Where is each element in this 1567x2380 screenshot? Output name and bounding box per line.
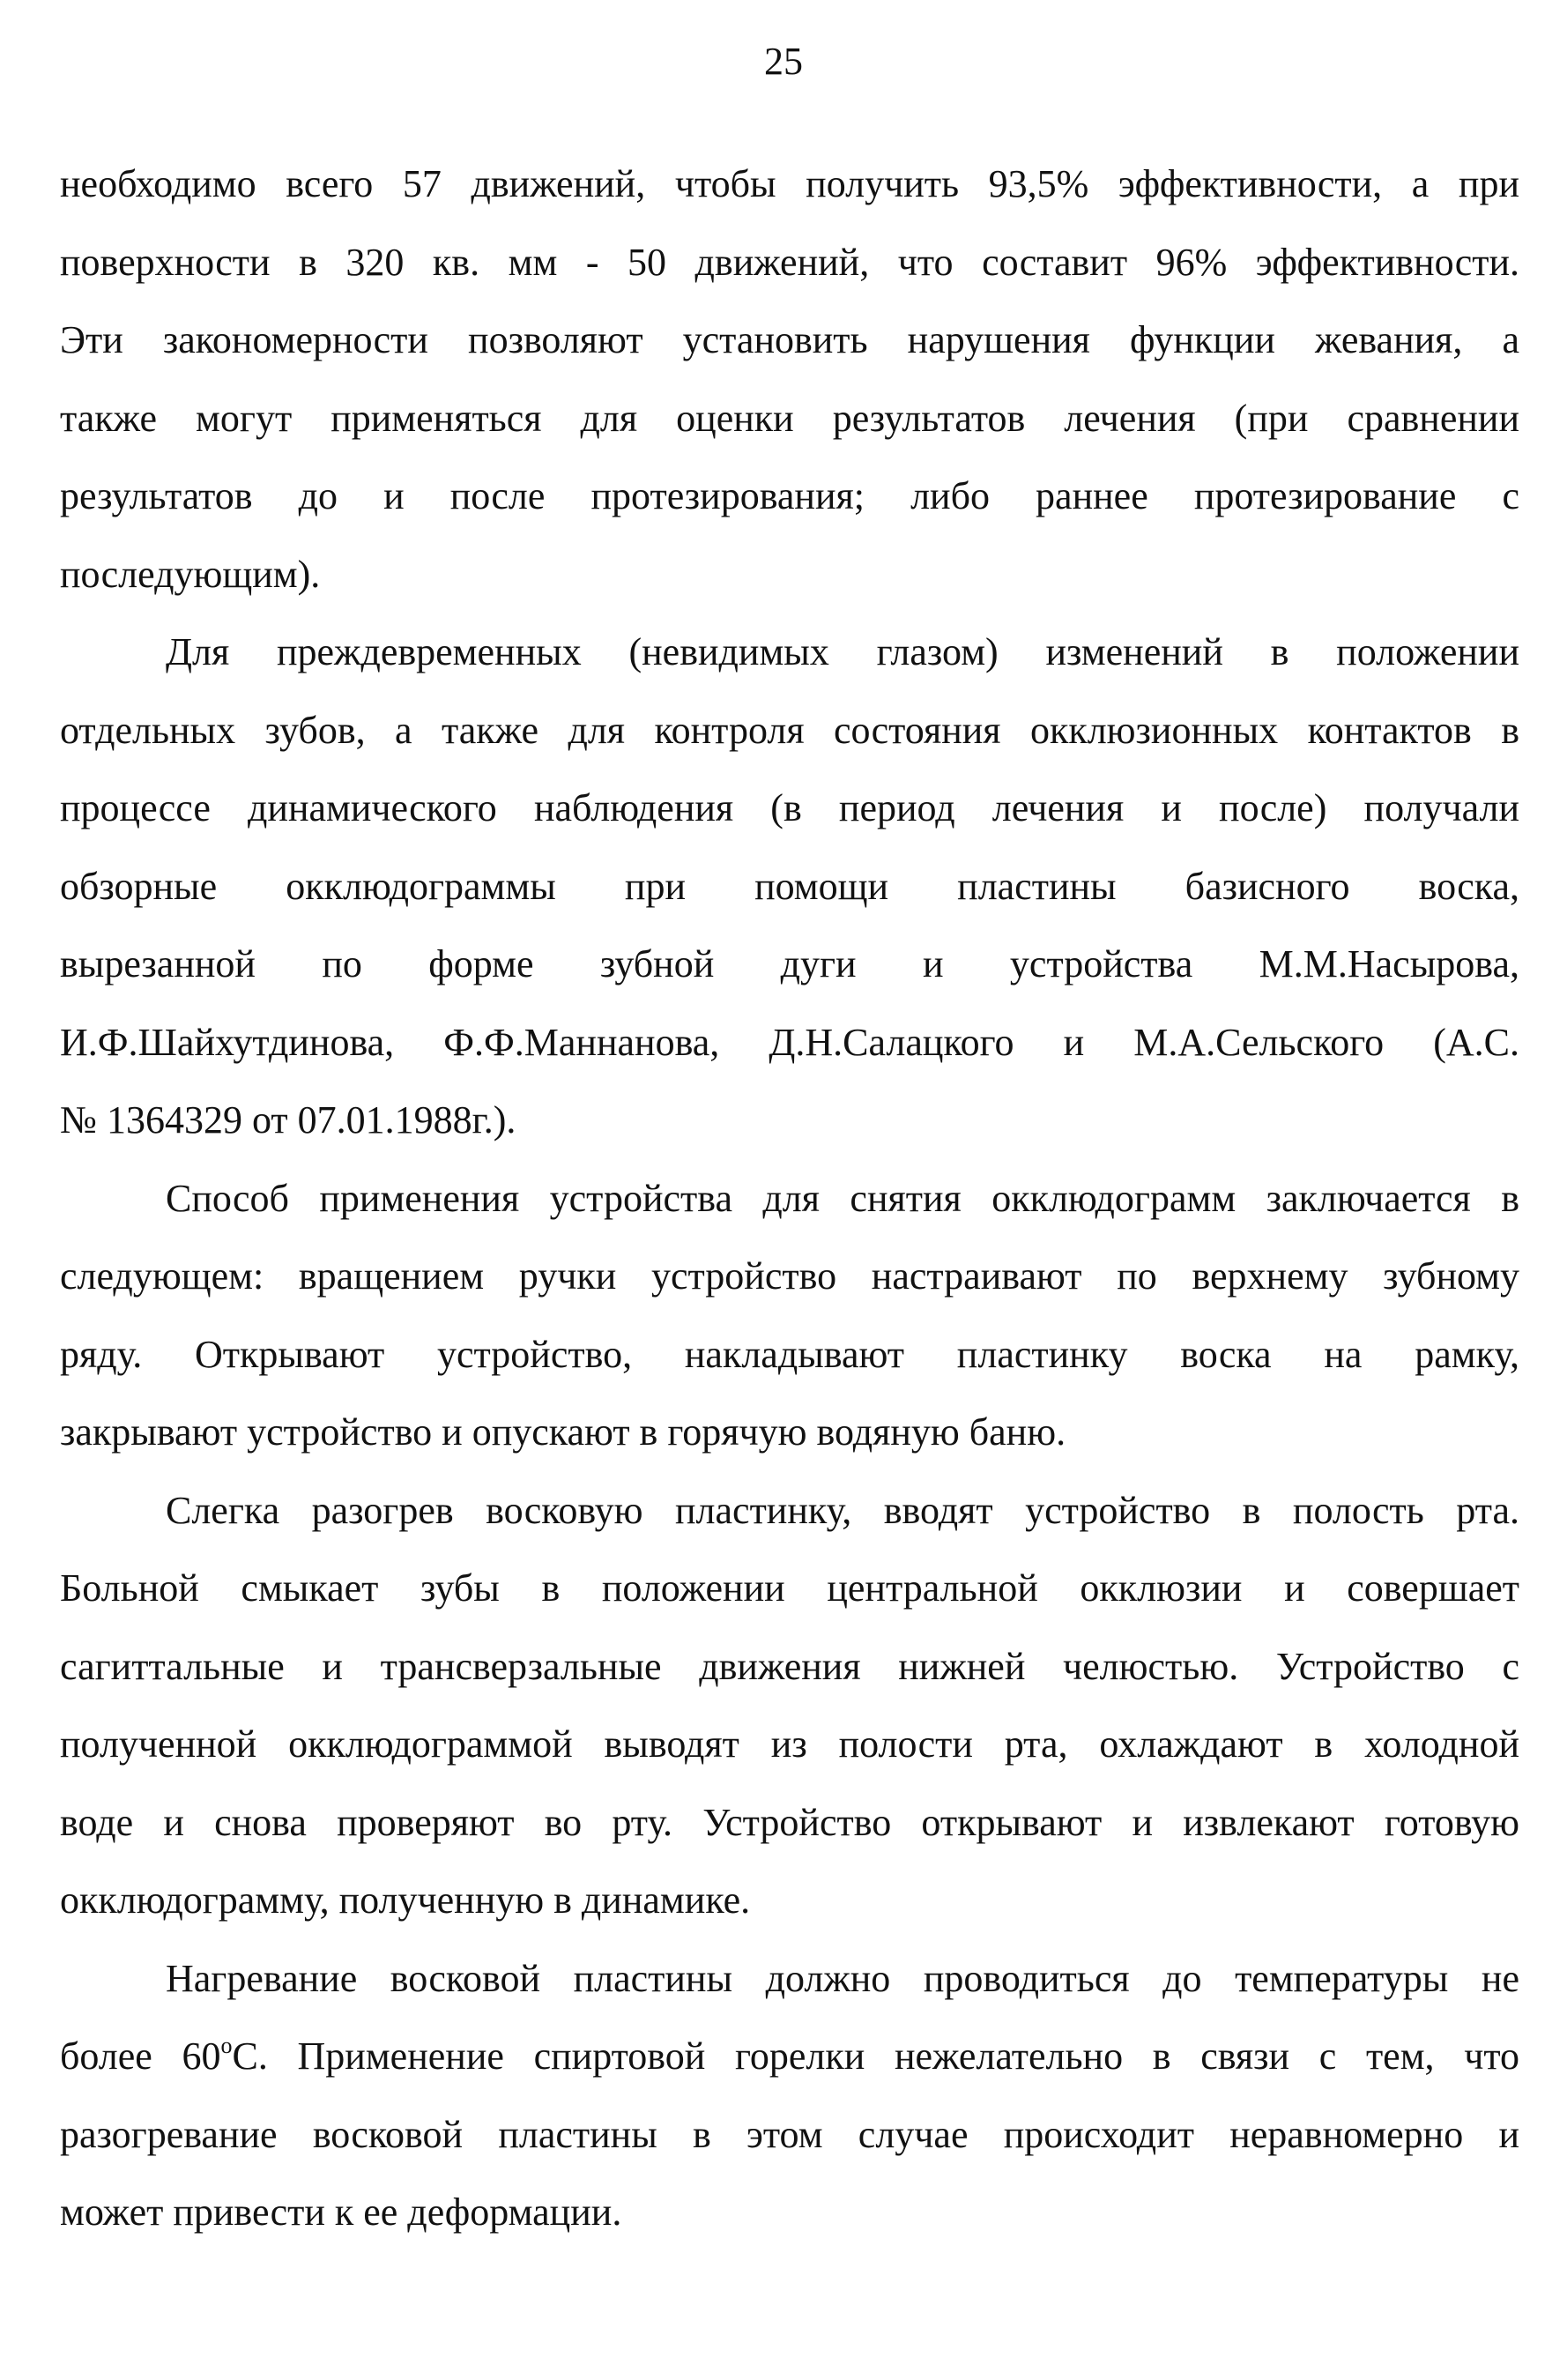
text-line: Способ применения устройства для снятия окклюдограмм заключается в — [166, 1176, 1519, 1220]
text-line: процессе динамического наблюдения (в период лечения и после) получали — [60, 786, 1519, 829]
paragraph — [60, 1940, 1519, 2252]
text-line: полученной окклюдограммой выводят из полости рта, охлаждают в холодной — [60, 1722, 1519, 1766]
text-segment: более 60 — [60, 2034, 221, 2078]
body-text — [60, 145, 1519, 2252]
text-line: результатов до и после протезирования; либо раннее протезирование с — [60, 474, 1519, 517]
text-line: сагиттальные и трансверзальные движения нижней челюстью. Устройство с — [60, 1644, 1519, 1688]
text-line: следующем: вращением ручки устройство настраивают по верхнему зубному — [60, 1254, 1519, 1298]
text-line: Слегка разогрев восковую пластинку, вводят устройство в полость рта. — [166, 1488, 1519, 1532]
text-line: окклюдограмму, полученную в динамике. — [60, 1878, 751, 1922]
text-line: вырезанной по форме зубной дуги и устройства М.М.Насырова, — [60, 942, 1519, 985]
paragraph — [60, 614, 1519, 1160]
text-segment: С. Применение спиртовой горелки нежелательно в связи с тем, что — [232, 2034, 1519, 2078]
text-line: Больной смыкает зубы в положении центральной окклюзии и совершает — [60, 1566, 1519, 1610]
text-line: ряду. Открывают устройство, накладывают пластинку воска на рамку, — [60, 1332, 1519, 1376]
text-line: Для преждевременных (невидимых глазом) изменений в положении — [166, 630, 1519, 673]
text-line: обзорные окклюдограммы при помощи пластины базисного воска, — [60, 864, 1519, 908]
text-line: также могут применяться для оценки результатов лечения (при сравнении — [60, 396, 1519, 440]
text-line: воде и снова проверяют во рту. Устройство открывают и извлекают готовую — [60, 1800, 1519, 1844]
degree-superscript: o — [220, 2033, 233, 2058]
text-line: может привести к ее деформации. — [60, 2190, 622, 2234]
text-line: последующим). — [60, 552, 321, 596]
text-line: Эти закономерности позволяют установить нарушения функции жевания, а — [60, 318, 1519, 361]
text-line: Нагревание восковой пластины должно проводиться до температуры не — [166, 1956, 1519, 2000]
text-line: поверхности в 320 кв. мм - 50 движений, что составит 96% эффективности. — [60, 240, 1519, 284]
page-number: 25 — [764, 40, 803, 83]
text-line: закрывают устройство и опускают в горячую водяную баню. — [60, 1410, 1066, 1454]
text-line: И.Ф.Шайхутдинова, Ф.Ф.Маннанова, Д.Н.Салацкого и М.А.Сельского (А.С. — [60, 1020, 1519, 1064]
text-line: разогревание восковой пластины в этом случае происходит неравномерно и — [60, 2112, 1519, 2156]
text-line: отдельных зубов, а также для контроля состояния окклюзионных контактов в — [60, 708, 1519, 752]
paragraph — [60, 1472, 1519, 1940]
paragraph — [60, 145, 1519, 614]
text-line: № 1364329 от 07.01.1988г.). — [60, 1098, 516, 1142]
text-line — [60, 2018, 1519, 2096]
paragraph — [60, 1160, 1519, 1472]
text-line: необходимо всего 57 движений, чтобы получить 93,5% эффективности, а при — [60, 162, 1519, 205]
